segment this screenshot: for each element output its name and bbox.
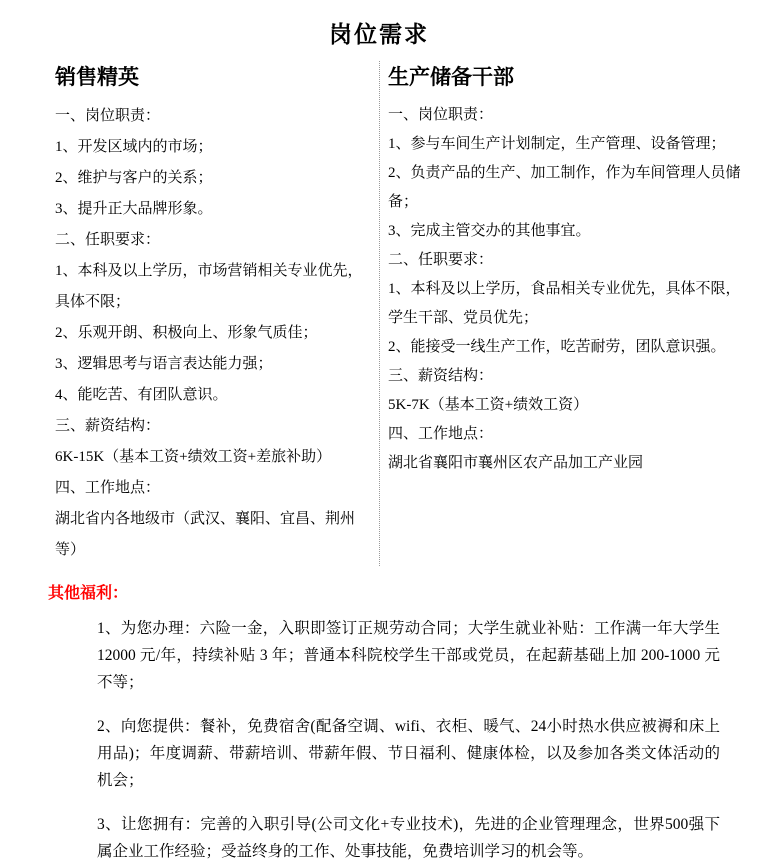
job-line: 三、薪资结构：: [55, 418, 161, 434]
job-line: 2、乐观开朗、积极向上、形象气质佳；: [55, 325, 318, 341]
job-line: 四、工作地点：: [388, 426, 494, 442]
job-line: 二、任职要求：: [55, 232, 161, 248]
column-header-production: 生产储备干部: [388, 66, 514, 89]
job-line: 6K-15K（基本工资+绩效工资+差旅补助）: [55, 449, 332, 465]
benefits-section: [0, 566, 758, 865]
page-title: 岗位需求: [329, 21, 429, 47]
job-line: 2、负责产品的生产、加工制作，作为车间管理人员储备；: [388, 165, 741, 210]
job-column-sales: [55, 61, 379, 566]
job-line: 湖北省襄阳市襄州区农产品加工产业园: [388, 455, 644, 471]
job-line: 2、维护与客户的关系；: [55, 170, 213, 186]
job-line: 一、岗位职责：: [388, 107, 494, 123]
job-line: 湖北省内各地级市（武汉、襄阳、宜昌、荆州等）: [55, 511, 356, 558]
job-line: 3、提升正大品牌形象。: [55, 201, 213, 217]
job-column-production: [379, 61, 742, 566]
job-line: 3、完成主管交办的其他事宜。: [388, 223, 591, 239]
job-line: 四、工作地点：: [55, 480, 161, 496]
job-line: 一、岗位职责：: [55, 108, 161, 124]
job-line: 3、逻辑思考与语言表达能力强；: [55, 356, 273, 372]
benefit-item: 1、为您办理：六险一金，入职即签订正规劳动合同；大学生就业补贴：工作满一年大学生 12000 元/年，持续补贴 3 年；普通本科院校学生干部或党员，在起薪基础上加 200-1000 元不等；: [97, 620, 720, 691]
job-line: 1、本科及以上学历，市场营销相关专业优先，具体不限；: [55, 263, 363, 310]
job-line: 2、能接受一线生产工作，吃苦耐劳，团队意识强。: [388, 339, 726, 355]
job-line: 4、能吃苦、有团队意识。: [55, 387, 228, 403]
benefits-heading: 其他福利：: [48, 585, 129, 602]
benefit-item: 3、让您拥有：完善的入职引导(公司文化+专业技术)，先进的企业管理理念，世界500强下属企业工作经验；受益终身的工作、处事技能，免费培训学习的机会等。: [97, 816, 720, 860]
column-header-sales: 销售精英: [55, 66, 139, 89]
job-line: 1、开发区域内的市场；: [55, 139, 213, 155]
job-line: 三、薪资结构：: [388, 368, 494, 384]
job-line: 1、本科及以上学历，食品相关专业优先，具体不限，学生干部、党员优先；: [388, 281, 741, 326]
job-line: 5K-7K（基本工资+绩效工资）: [388, 397, 589, 413]
job-line: 1、参与车间生产计划制定，生产管理、设备管理；: [388, 136, 726, 152]
job-columns: [0, 61, 758, 566]
benefit-item: 2、向您提供：餐补，免费宿舍(配备空调、wifi、衣柜、暖气、24小时热水供应被褥和床上用品)；年度调薪、带薪培训、带薪年假、节日福利、健康体检，以及参加各类文体活动的机会；: [97, 718, 720, 789]
job-line: 二、任职要求：: [388, 252, 494, 268]
